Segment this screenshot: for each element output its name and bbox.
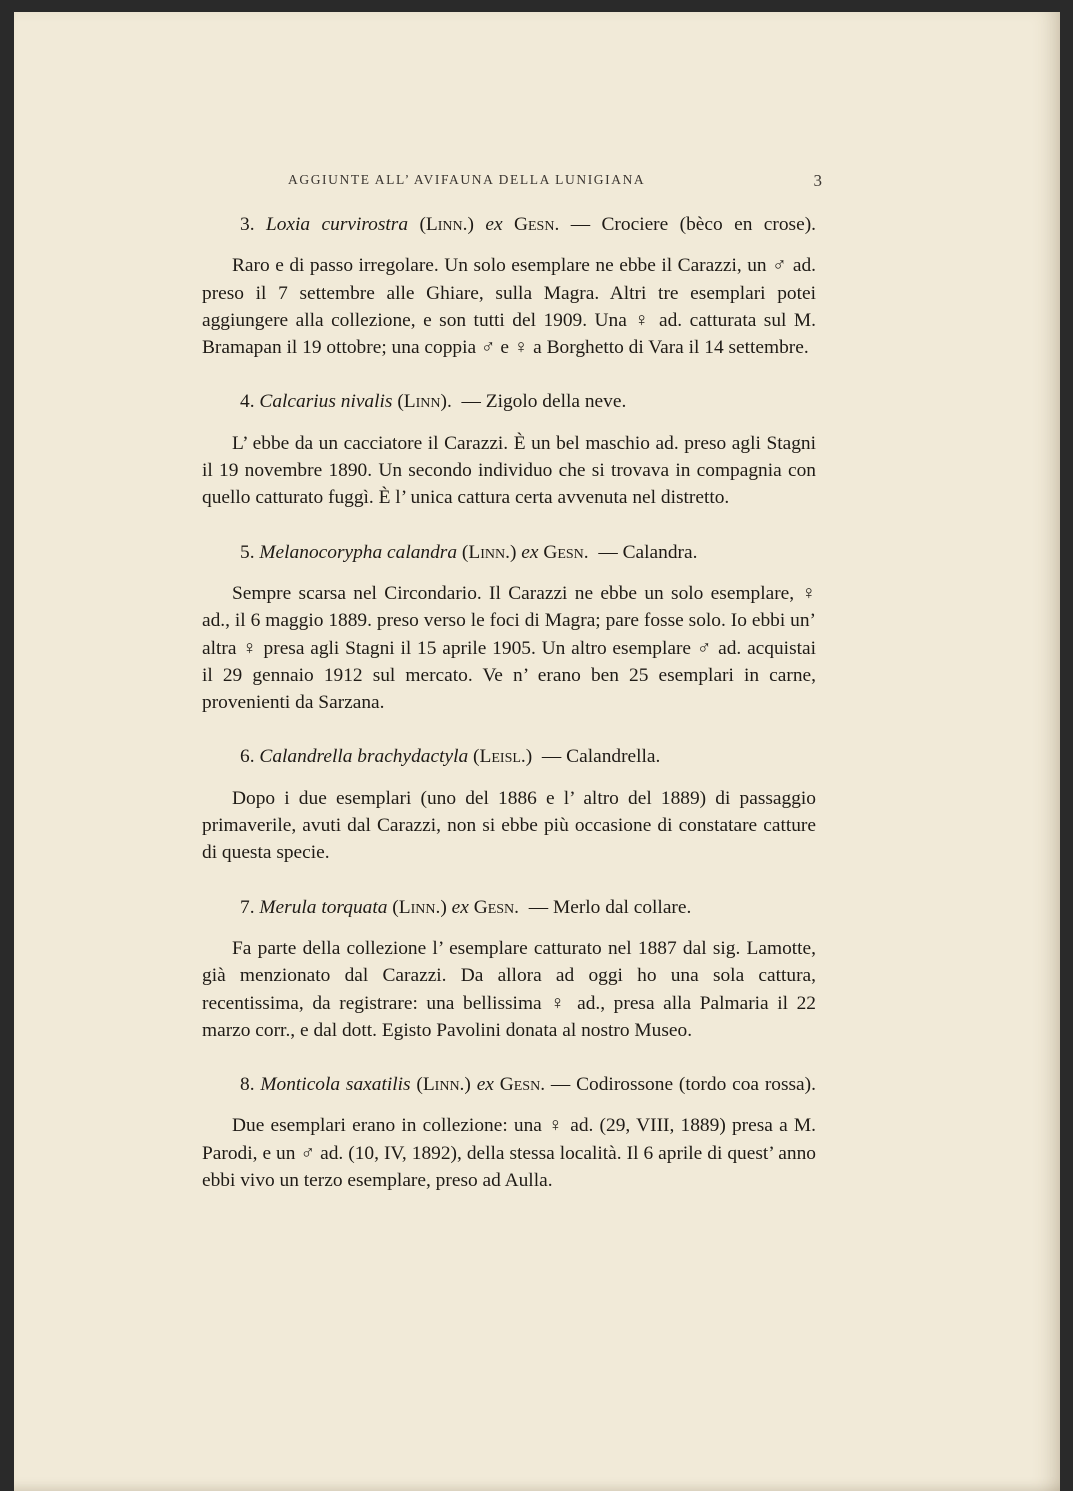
entry-number: 6. (240, 746, 255, 768)
authority: (Linn). (397, 391, 452, 413)
ex-author: Gesn. (499, 1074, 546, 1096)
page-content (202, 211, 816, 1194)
scientific-name: Monticola saxatilis (260, 1074, 411, 1096)
entry-heading (202, 211, 816, 238)
ex-word: ex (476, 1074, 494, 1096)
scientific-name: Calandrella brachydactyla (259, 746, 469, 768)
common-name: — Calandrella. (541, 746, 661, 768)
entry-heading (202, 1071, 816, 1098)
authority: (Linn.) (392, 896, 447, 918)
entry-body: L’ ebbe da un cacciatore il Carazzi. È un bel maschio ad. preso agli Stagni il 19 novembre 1890. Un secondo individuo che si trovava in compagnia con quello catturato fuggì. È l’ unica cattura certa avvenuta nel distretto. (202, 432, 816, 509)
ex-author: Gesn. (514, 214, 560, 235)
ex-author: Gesn. (543, 541, 589, 563)
entry-number: 4. (240, 391, 255, 413)
entry-number: 8. (240, 1074, 255, 1096)
entry-heading (202, 539, 816, 566)
species-entry (202, 539, 816, 717)
scientific-name: Loxia curvirostra (265, 214, 409, 235)
entry-heading (202, 388, 816, 415)
ex-word: ex (485, 214, 503, 235)
common-name: — Calandra. (598, 541, 698, 563)
book-page (14, 12, 1060, 1491)
entry-number: 5. (240, 541, 255, 563)
scientific-name: Calcarius nivalis (259, 391, 393, 413)
ex-word: ex (451, 896, 469, 918)
species-entry (202, 743, 816, 866)
running-title: AGGIUNTE ALL’ AVIFAUNA DELLA LUNIGIANA (288, 172, 646, 187)
scientific-name: Merula torquata (259, 896, 388, 918)
common-name: — Crociere (bèco en crose). (570, 214, 817, 235)
ex-word: ex (521, 541, 539, 563)
authority: (Leisl.) (473, 746, 533, 768)
species-entry (202, 894, 816, 1044)
entry-body: Due esemplari erano in collezione: una ♀ ad. (29, VIII, 1889) presa a M. Parodi, e un ♂ ad. (10, IV, 1892), della stessa località. Il 6 aprile di quest’ anno ebbi vivo un terzo esemplare, preso ad Aulla. (202, 1115, 816, 1192)
common-name: — Merlo dal collare. (528, 896, 692, 918)
common-name: — Zigolo della neve. (461, 391, 627, 413)
species-entry (202, 388, 816, 511)
authority: (Linn.) (416, 1074, 471, 1096)
page-number: 3 (813, 171, 822, 190)
species-entry (202, 211, 816, 361)
species-entry (202, 1071, 816, 1194)
entry-number: 3. (240, 214, 255, 235)
entry-body: Fa parte della collezione l’ esemplare catturato nel 1887 dal sig. Lamotte, già menzionato dal Carazzi. Da allora ad oggi ho una sola cattura, recentissima, da registrare: una bellissima ♀ ad., presa alla Palmaria il 22 marzo corr., e dal dott. Egisto Pavolini donata al nostro Museo. (202, 937, 816, 1041)
authority: (Linn.) (419, 214, 474, 235)
entry-body: Raro e di passo irregolare. Un solo esemplare ne ebbe il Carazzi, un ♂ ad. preso il 7 settembre alle Ghiare, sulla Magra. Altri tre esemplari potei aggiungere alla collezione, e son tutti del 1909. Una ♀ ad. catturata sul M. Bramapan il 19 ottobre; una coppia ♂ e ♀ a Borghetto di Vara il 14 settembre. (202, 255, 816, 359)
entry-number: 7. (240, 896, 255, 918)
entry-body: Sempre scarsa nel Circondario. Il Carazzi ne ebbe un solo esemplare, ♀ ad., il 6 maggio 1889. preso verso le foci di Magra; pare fosse solo. Io ebbi un’ altra ♀ presa agli Stagni il 15 aprile 1905. Un altro esemplare ♂ ad. acquistai il 29 gennaio 1912 sul mercato. Ve n’ erano ben 25 esemplari in carne, provenienti da Sarzana. (202, 582, 816, 714)
ex-author: Gesn. (473, 896, 520, 918)
entry-body: Dopo i due esemplari (uno del 1886 e l’ altro del 1889) di passaggio primaverile, avuti dal Carazzi, non si ebbe più occasione di constatare catture di questa specie. (202, 787, 816, 864)
entry-heading (202, 743, 816, 770)
authority: (Linn.) (461, 541, 517, 563)
common-name: — Codirossone (tordo coa rossa). (550, 1074, 816, 1096)
entry-heading (202, 894, 816, 921)
scientific-name: Melanocorypha calandra (259, 541, 458, 563)
